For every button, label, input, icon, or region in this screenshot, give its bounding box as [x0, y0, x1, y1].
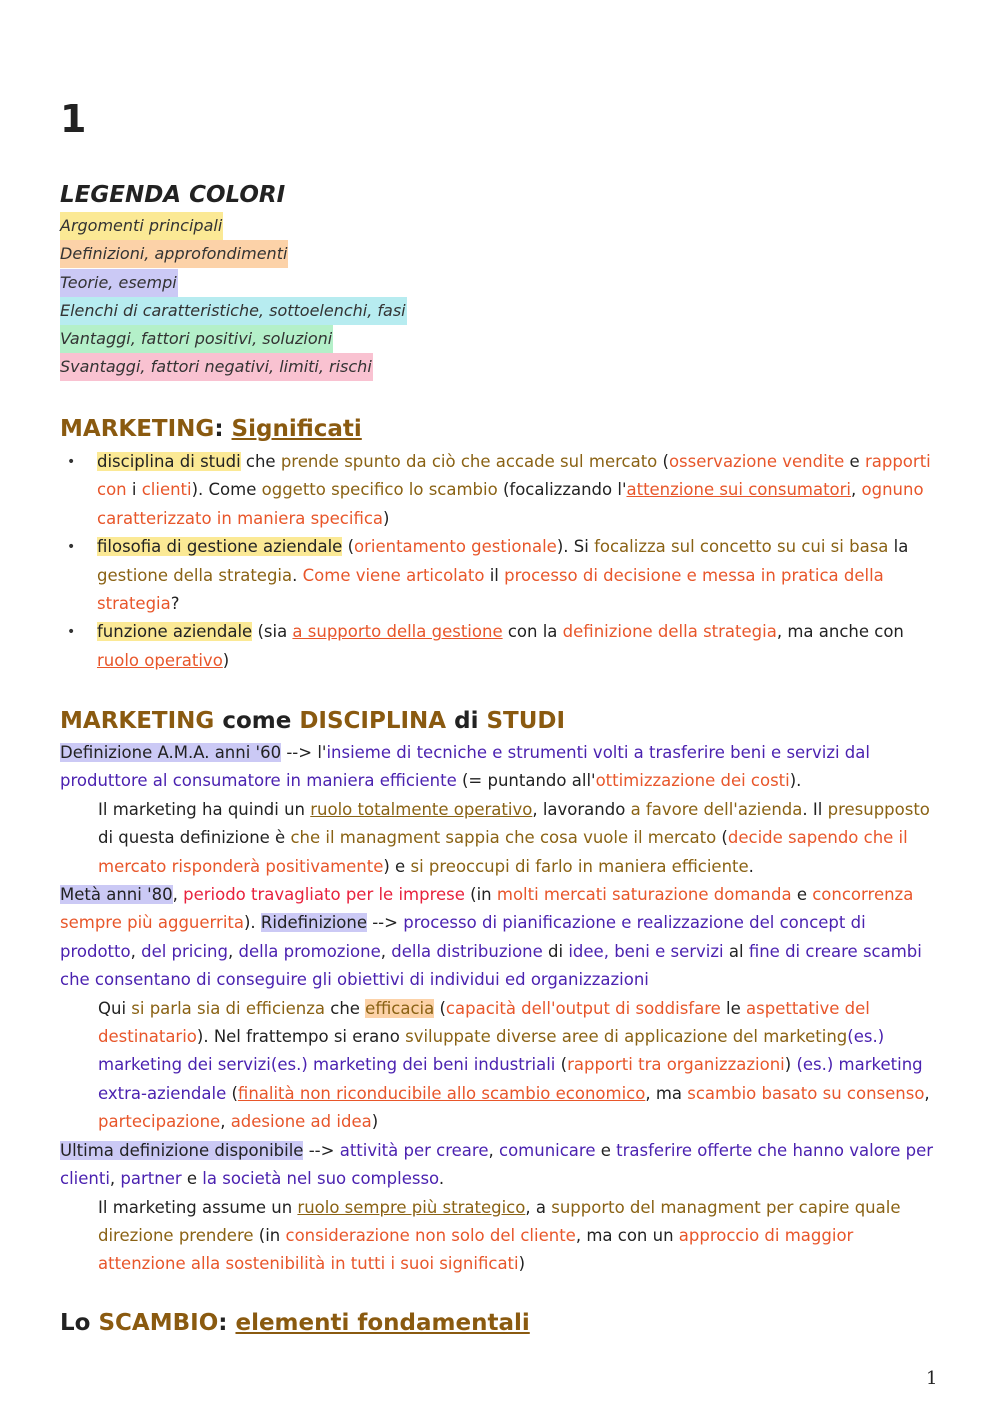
text-span: Ultima definizione disponibile [60, 1140, 304, 1160]
text-span: molti mercati saturazione domanda [496, 885, 792, 905]
text-span: la società nel suo complesso [202, 1169, 439, 1189]
section-heading-scambio [60, 1308, 530, 1338]
section-heading-disciplina [60, 706, 565, 736]
text-span: fine di creare scambi che consentano di conseguire gli obiettivi di individui ed organizzazioni [60, 941, 922, 990]
paragraph-ultima-definizione [60, 1137, 940, 1194]
text-span: finalità non riconducibile allo scambio economico [237, 1083, 646, 1103]
chapter-number: 1 [60, 97, 87, 141]
text-span: idee, beni e servizi [568, 941, 724, 961]
text-span: al [723, 941, 749, 961]
text-span: che [240, 452, 281, 471]
text-span: a supporto della gestione [292, 622, 503, 642]
text-span: (= puntando all' [456, 771, 596, 791]
text-span: ottimizzazione dei costi [595, 771, 790, 791]
text-span: della promozione [238, 941, 381, 961]
text-span: attività per creare [339, 1140, 489, 1160]
text-span: (sia [252, 622, 293, 642]
text-span: prende spunto da ciò che accade sul mercato [280, 452, 658, 471]
text-span: disciplina di studi [97, 452, 241, 471]
text-span: capacità dell'output di soddisfare [445, 998, 721, 1018]
text-span: ( [434, 998, 446, 1018]
heading-part: Lo [60, 1310, 99, 1336]
list-item [60, 618, 940, 675]
text-span: definizione della strategia [562, 622, 777, 642]
text-span: . Il [802, 799, 828, 819]
text-span: focalizza sul concetto su cui si basa [594, 537, 889, 557]
text-span: periodo travagliato per le imprese [183, 885, 465, 905]
text-span: , a [525, 1197, 552, 1217]
text-span: , [851, 480, 862, 500]
text-span: . [438, 1169, 445, 1189]
text-span: , ma [645, 1083, 688, 1103]
text-span: ). Si [556, 537, 595, 557]
text-span: rapporti con [97, 452, 931, 500]
heading-part: STUDI [486, 708, 566, 734]
text-span: (in [253, 1225, 286, 1245]
text-span: , ma anche con [776, 622, 904, 642]
text-span: ) e [383, 856, 411, 876]
text-span: ruolo totalmente operativo [310, 799, 533, 819]
heading-part: MARKETING [60, 416, 215, 442]
text-span: Definizione A.M.A. anni '60 [60, 743, 282, 762]
text-span: . [292, 565, 303, 585]
text-span: considerazione non solo del cliente [285, 1225, 576, 1245]
text-span: , [227, 941, 239, 961]
text-span: aspettative del destinatario [98, 998, 870, 1047]
text-span: ruolo sempre più strategico [297, 1197, 526, 1217]
text-span: ). [243, 913, 261, 933]
section-heading-significati [60, 414, 362, 444]
text-span: insieme di tecniche e strumenti volti a trasferire beni e servizi dal produttore al consumatore in maniera efficiente [60, 743, 870, 791]
text-span: ). Come [191, 480, 262, 500]
text-span: ( [716, 828, 728, 848]
legend-title: LEGENDA COLORI [60, 182, 286, 208]
text-span: Il marketing assume un [98, 1197, 298, 1217]
text-span: adesione ad idea [230, 1112, 372, 1132]
legend-item-disadvantages: Svantaggi, fattori negativi, limiti, rischi [60, 353, 373, 381]
text-span: gestione della strategia [97, 565, 293, 585]
text-span: processo di pianificazione e realizzazione del concept di prodotto [60, 913, 866, 961]
heading-part: : [218, 1310, 236, 1336]
text-span: Ridefinizione [260, 913, 367, 933]
list-item [60, 448, 940, 533]
text-span: (es.) marketing dei servizi [98, 1027, 885, 1075]
legend-item-lists: Elenchi di caratteristiche, sottoelenchi, fasi [60, 297, 407, 325]
text-span: le [720, 998, 747, 1018]
text-span: con la [502, 622, 563, 642]
text-span: a favore dell'azienda [630, 799, 803, 819]
paragraph-operativo [60, 796, 940, 881]
text-span: ) [222, 650, 230, 670]
text-span: ). Nel frattempo si erano [196, 1027, 406, 1047]
heading-part: di [446, 708, 487, 734]
text-span: oggetto specifico lo scambio [261, 480, 498, 500]
paragraph-strategico [60, 1194, 940, 1279]
text-span: e [844, 452, 865, 471]
text-span: Come viene articolato [302, 565, 485, 585]
text-span: processo di decisione e messa in pratica della strategia [97, 565, 884, 614]
disciplina-body [60, 739, 940, 1279]
text-span: osservazione vendite [668, 452, 845, 471]
text-span: partecipazione [98, 1112, 221, 1132]
text-span: (focalizzando l' [497, 480, 627, 500]
text-span: e [181, 1169, 203, 1189]
text-span: i [126, 480, 142, 500]
legend-item-main-topics: Argomenti principali [60, 212, 223, 240]
page-number: 1 [926, 1368, 938, 1389]
color-legend [60, 212, 407, 382]
text-span: ) [383, 508, 390, 528]
text-span: di [542, 941, 569, 961]
heading-part: elementi fondamentali [235, 1310, 530, 1336]
legend-item-advantages: Vantaggi, fattori positivi, soluzioni [60, 325, 333, 353]
text-span: supporto del managment per capire quale direzione prendere [98, 1197, 901, 1245]
text-span: Metà anni '80 [60, 885, 173, 905]
text-span: ( [657, 452, 669, 471]
heading-part: : [214, 416, 232, 442]
text-span: scambio basato su consenso [687, 1083, 925, 1103]
legend-item-theories: Teorie, esempi [60, 269, 178, 297]
text-span: del pricing [141, 941, 228, 961]
text-span: della distribuzione [391, 941, 543, 961]
text-span: si parla sia di efficienza [131, 998, 325, 1018]
heading-part: DISCIPLINA [299, 708, 447, 734]
text-span: concorrenza sempre più agguerrita [60, 885, 914, 933]
text-span: presupposto [827, 799, 930, 819]
text-span: ( [342, 537, 355, 557]
text-span: ) [518, 1254, 526, 1274]
text-span: partner [120, 1169, 182, 1189]
text-span: , [130, 941, 142, 961]
text-span: ruolo operativo [97, 650, 223, 670]
text-span: ( [555, 1055, 568, 1075]
text-span: , [172, 885, 184, 905]
text-span: ). [789, 771, 802, 791]
text-span: e [595, 1140, 617, 1160]
text-span: , [109, 1169, 121, 1189]
text-span: , ma con un [575, 1225, 679, 1245]
text-span: che [325, 998, 366, 1018]
text-span: --> l' [281, 743, 327, 762]
list-item [60, 533, 940, 618]
text-span: il [484, 565, 505, 585]
heading-part: come [214, 708, 300, 734]
text-span: , [488, 1140, 499, 1160]
paragraph-ama-60 [60, 739, 940, 796]
text-span: decide sapendo che il mercato risponderà positivamente [98, 828, 908, 876]
text-span: ognuno caratterizzato in maniera specifica [97, 480, 924, 528]
text-span: , lavorando [532, 799, 631, 819]
text-span: di questa definizione è [98, 828, 291, 848]
text-span: filosofia di gestione aziendale [97, 537, 343, 557]
heading-part: Significati [231, 416, 362, 442]
text-span: , [924, 1083, 930, 1103]
text-span: , [380, 941, 392, 961]
text-span: attenzione sui consumatori [626, 480, 852, 500]
text-span: . [748, 856, 754, 876]
text-span: clienti [141, 480, 192, 500]
text-span: ) [371, 1112, 379, 1132]
text-span: Qui [98, 998, 132, 1018]
text-span: ? [170, 594, 180, 614]
text-span: che il managment sappia che cosa vuole il mercato [290, 828, 717, 848]
text-span: , [220, 1112, 231, 1132]
text-span: ( [226, 1083, 238, 1103]
text-span: e [791, 885, 813, 905]
text-span: orientamento gestionale [354, 537, 557, 557]
legend-item-definitions: Definizioni, approfondimenti [60, 240, 288, 268]
paragraph-efficacia [60, 995, 940, 1137]
text-span: (es.) marketing extra-aziendale [98, 1055, 923, 1103]
text-span: funzione aziendale [97, 622, 253, 642]
text-span: comunicare [499, 1140, 596, 1160]
text-span: --> [366, 913, 404, 933]
text-span: la [888, 537, 909, 557]
significati-list [60, 448, 940, 675]
text-span: rapporti tra organizzazioni [567, 1055, 785, 1075]
text-span: (es.) marketing dei beni industriali [270, 1055, 556, 1075]
text-span: trasferire offerte che hanno valore per clienti [60, 1140, 934, 1189]
paragraph-anni-80 [60, 881, 940, 995]
heading-part: SCAMBIO [98, 1310, 219, 1336]
text-span: approccio di maggior attenzione alla sostenibilità in tutti i suoi significati [98, 1225, 854, 1274]
text-span: sviluppate diverse aree di applicazione del marketing [405, 1027, 848, 1047]
text-span: Il marketing ha quindi un [98, 799, 311, 819]
text-span: si preoccupi di farlo in maniera efficiente [410, 856, 749, 876]
text-span: ) [784, 1055, 797, 1075]
heading-part: MARKETING [60, 708, 215, 734]
text-span: efficacia [365, 998, 435, 1018]
text-span: --> [303, 1140, 340, 1160]
text-span: (in [464, 885, 497, 905]
